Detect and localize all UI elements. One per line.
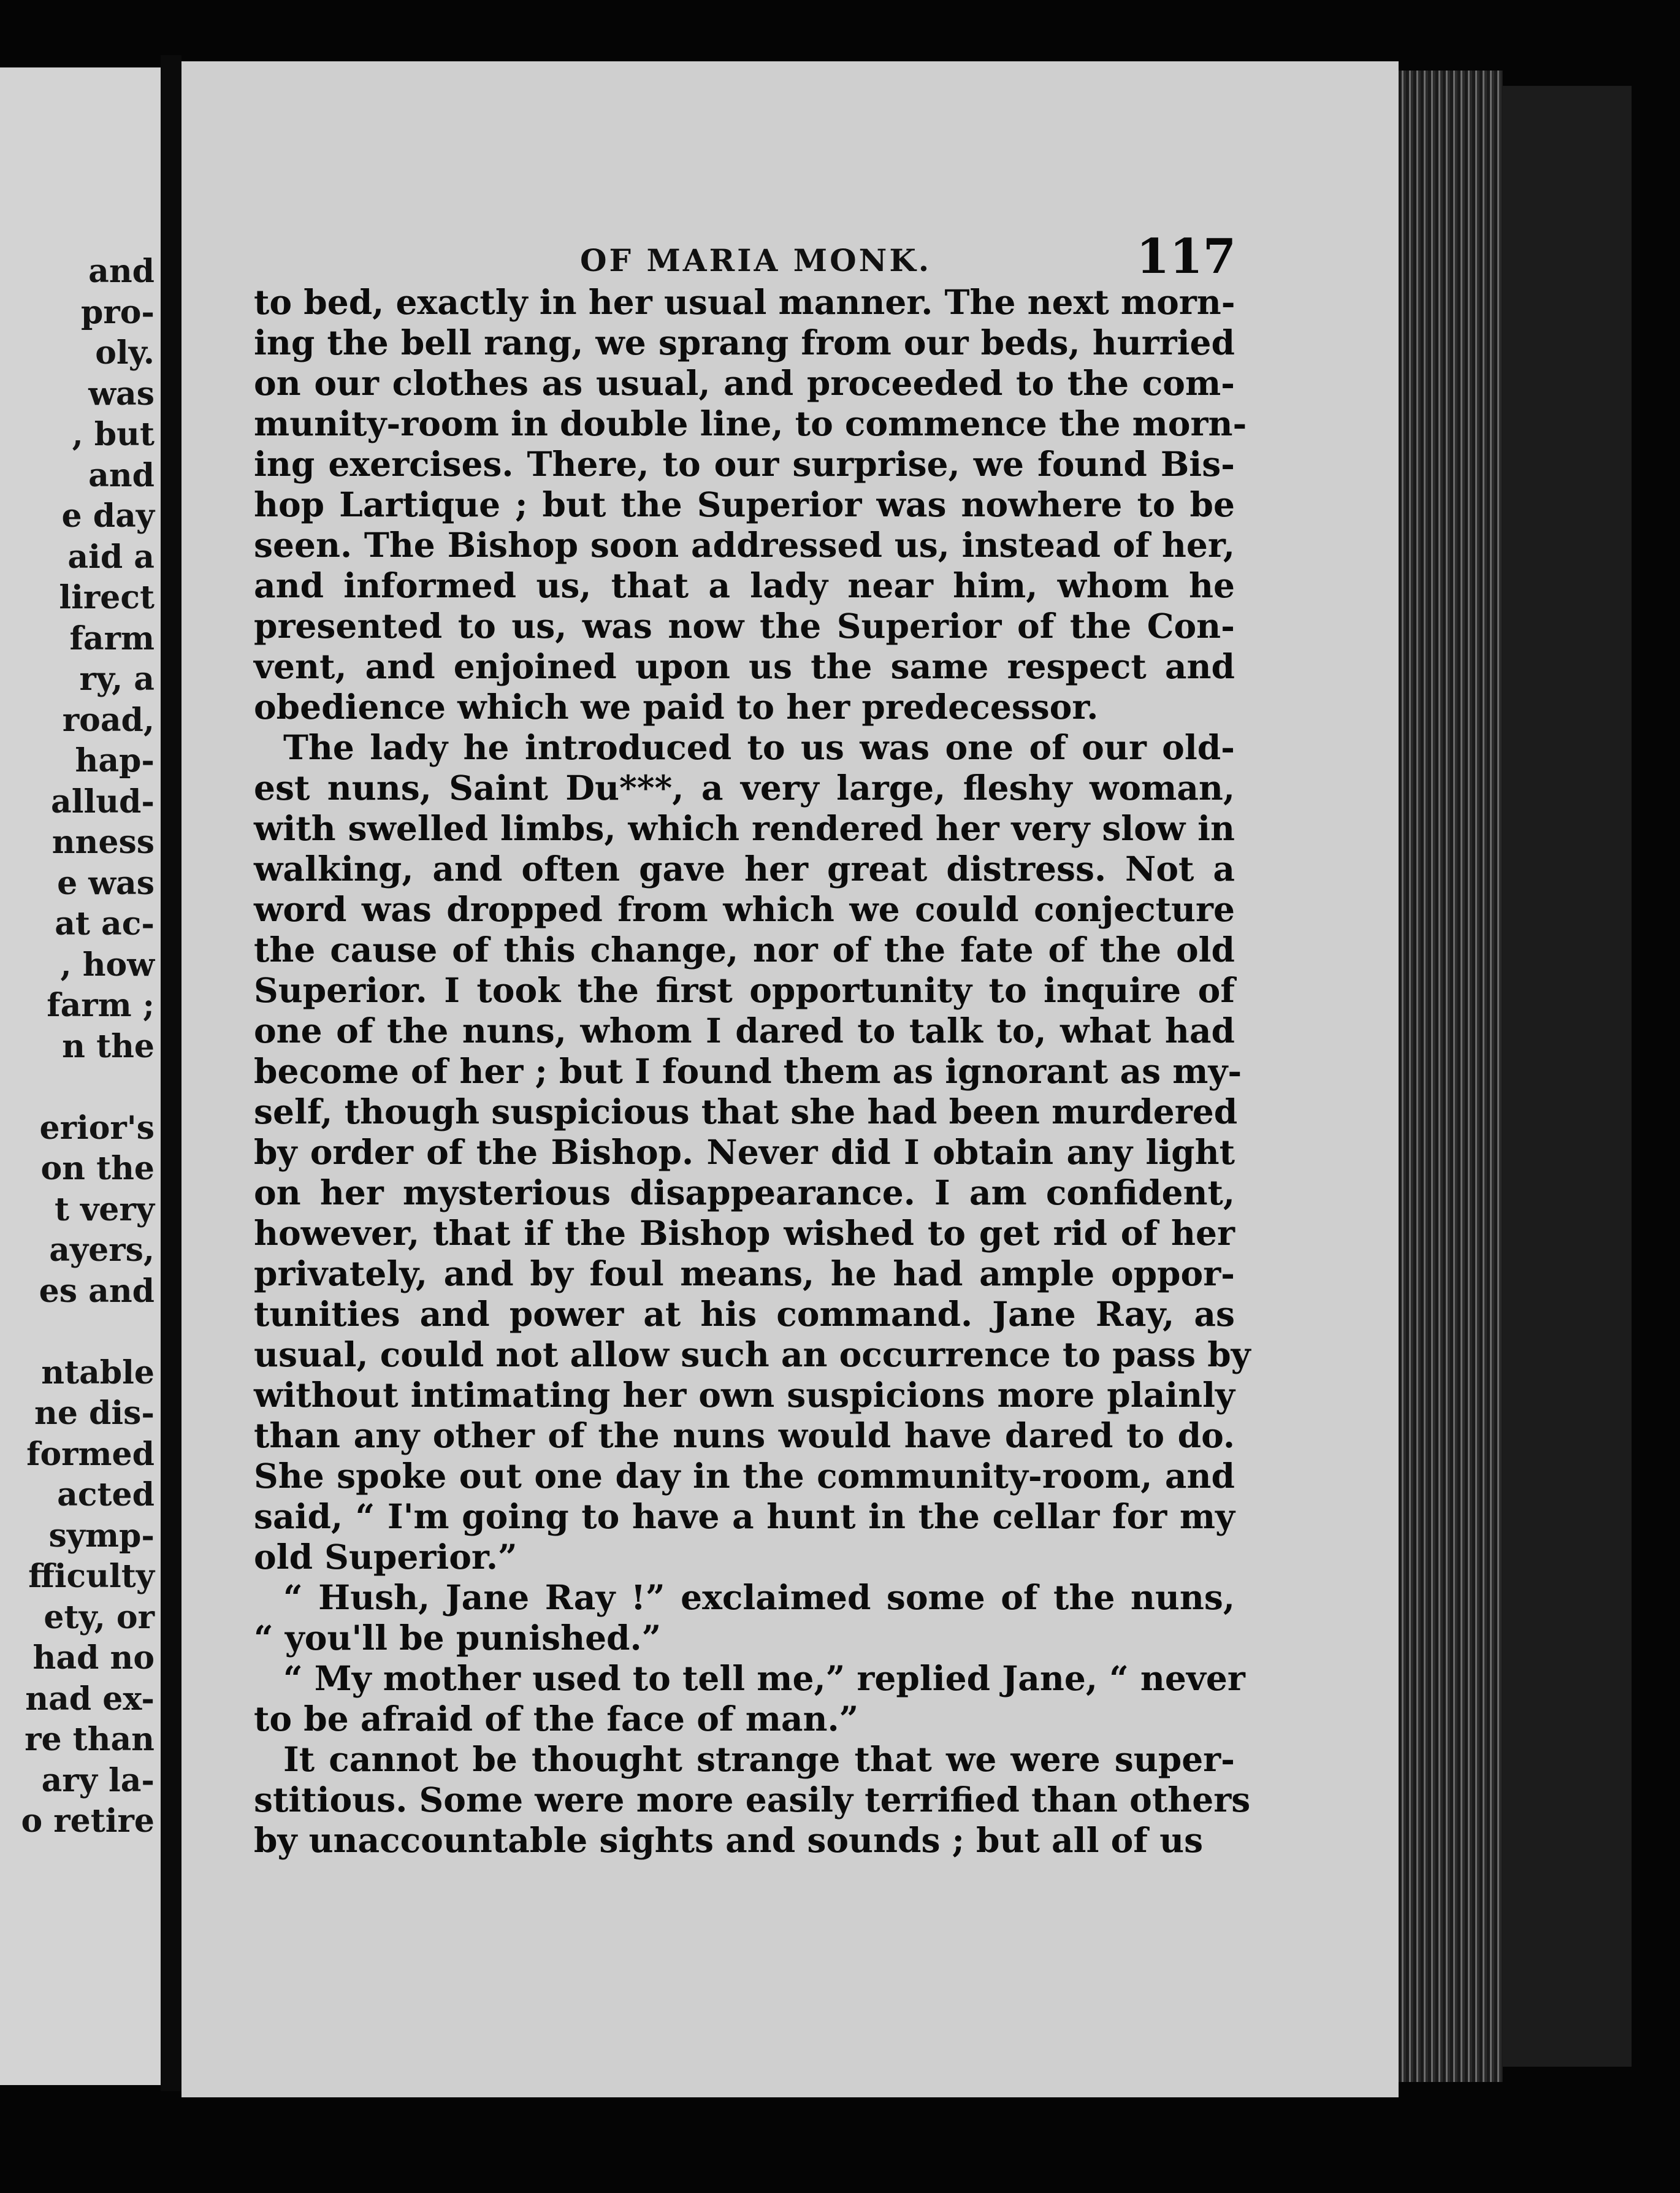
text-line: than any other of the nuns would have dared to do. <box>254 1415 1235 1455</box>
left-page-line <box>21 1312 155 1353</box>
text-line: “ Hush, Jane Ray !” exclaimed some of the nuns, <box>283 1577 1235 1617</box>
left-page-line: on the <box>40 1150 155 1187</box>
page-edges <box>1399 71 1503 2082</box>
text-line: vent, and enjoined upon us the same respect and <box>254 646 1235 686</box>
page-header <box>181 224 1236 285</box>
text-line: presented to us, was now the Superior of the Con- <box>254 606 1235 646</box>
text-line: word was dropped from which we could conjecture <box>254 889 1235 929</box>
left-page-line: and <box>88 253 155 290</box>
left-page-line: farm ; <box>47 987 155 1024</box>
text-line: become of her ; but I found them as ignorant as my- <box>254 1051 1242 1091</box>
left-page-line: acted <box>57 1476 155 1514</box>
left-page-line: o retire <box>21 1802 155 1840</box>
left-page-line: had no <box>32 1639 155 1677</box>
text-line: ing exercises. There, to our surprise, we found Bis- <box>254 444 1235 484</box>
cover-edge <box>1632 110 1680 2042</box>
text-line: by unaccountable sights and sounds ; but all of us <box>254 1820 1204 1860</box>
text-line: munity-room in double line, to commence the morn- <box>254 404 1247 443</box>
text-line: old Superior.” <box>254 1537 517 1577</box>
left-page-line: nad ex- <box>25 1680 155 1718</box>
left-page-line: ry, a <box>79 660 155 698</box>
body-text <box>254 282 1251 1861</box>
left-page-line: e was <box>57 864 155 902</box>
left-page-line: ntable <box>41 1353 155 1391</box>
text-line: with swelled limbs, which rendered her very slow in <box>254 808 1235 848</box>
left-page-line: ne dis- <box>34 1395 155 1432</box>
book-gutter <box>161 55 181 2091</box>
text-line: on our clothes as usual, and proceeded to the com- <box>254 363 1235 403</box>
text-line: obedience which we paid to her predecessor. <box>254 687 1099 727</box>
text-line: seen. The Bishop soon addressed us, instead of her, <box>254 525 1235 565</box>
text-line: said, “ I'm going to have a hunt in the cellar for my <box>254 1496 1235 1536</box>
text-line: ing the bell rang, we sprang from our beds, hurried <box>254 323 1235 362</box>
left-page-line: es and <box>39 1272 155 1310</box>
left-page <box>0 67 161 2085</box>
text-line: Superior. I took the first opportunity to inquire of <box>254 970 1235 1010</box>
text-line: without intimating her own suspicions more plainly <box>254 1375 1235 1415</box>
left-page-text <box>21 251 155 1842</box>
left-page-line: nness <box>52 824 155 861</box>
left-page-line: aid a <box>67 538 155 576</box>
left-page-line: pro- <box>80 293 155 331</box>
left-page-line: was <box>88 375 155 413</box>
text-line: usual, could not allow such an occurrence to pass by <box>254 1334 1251 1374</box>
left-page-line: fficulty <box>28 1558 155 1595</box>
left-page-line: and <box>88 456 155 494</box>
right-page <box>181 61 1399 2097</box>
left-page-line: formed <box>26 1435 155 1473</box>
left-page-line: n the <box>62 1027 155 1065</box>
left-page-line: ayers, <box>49 1231 155 1269</box>
left-page-line: erior's <box>39 1109 155 1147</box>
text-line: The lady he introduced to us was one of our old- <box>283 727 1235 767</box>
left-page-line: hap- <box>75 742 155 779</box>
text-line: to bed, exactly in her usual manner. The next morn- <box>254 282 1235 322</box>
left-page-line: ety, or <box>44 1598 155 1636</box>
left-page-line: allud- <box>51 783 155 821</box>
left-page-line: , but <box>72 416 155 453</box>
text-line: however, that if the Bishop wished to get rid of her <box>254 1213 1235 1253</box>
book-cover <box>1503 86 1632 2067</box>
left-page-line: oly. <box>95 334 155 372</box>
left-page-line: lirect <box>59 579 155 616</box>
text-line: stitious. Some were more easily terrified than others <box>254 1780 1251 1820</box>
left-page-line: , how <box>60 946 155 984</box>
text-line: one of the nuns, whom I dared to talk to, what had <box>254 1011 1235 1051</box>
text-line: the cause of this change, nor of the fate of the old <box>254 930 1235 970</box>
text-line: est nuns, Saint Du***, a very large, fleshy woman, <box>254 768 1235 808</box>
text-line: to be afraid of the face of man.” <box>254 1699 859 1739</box>
text-line: and informed us, that a lady near him, whom he <box>254 565 1235 605</box>
left-page-line: road, <box>62 701 155 739</box>
left-page-line: at ac- <box>55 905 155 943</box>
text-line: walking, and often gave her great distress. Not a <box>254 849 1235 889</box>
left-page-line <box>21 1067 155 1108</box>
left-page-line: t very <box>54 1190 155 1228</box>
text-line: hop Lartique ; but the Superior was nowhere to be <box>254 484 1235 524</box>
text-line: by order of the Bishop. Never did I obtain any light <box>254 1132 1235 1172</box>
running-head: OF MARIA MONK. <box>580 242 932 278</box>
text-line: tunities and power at his command. Jane Ray, as <box>254 1294 1235 1334</box>
text-line: on her mysterious disappearance. I am confident, <box>254 1173 1235 1212</box>
page-number: 117 <box>1136 229 1236 285</box>
left-page-line: farm <box>69 619 155 657</box>
left-page-line: re than <box>25 1721 155 1758</box>
left-page-line: e day <box>61 497 155 535</box>
text-line: It cannot be thought strange that we were super- <box>283 1739 1235 1779</box>
text-line: “ you'll be punished.” <box>254 1618 662 1658</box>
text-line: self, though suspicious that she had been murdered <box>254 1092 1238 1131</box>
left-page-line: symp- <box>48 1517 155 1555</box>
text-line: She spoke out one day in the community-room, and <box>254 1456 1235 1496</box>
text-line: “ My mother used to tell me,” replied Jane, “ never <box>283 1658 1245 1698</box>
left-page-line: ary la- <box>41 1761 155 1799</box>
text-line: privately, and by foul means, he had ample oppor- <box>254 1253 1235 1293</box>
